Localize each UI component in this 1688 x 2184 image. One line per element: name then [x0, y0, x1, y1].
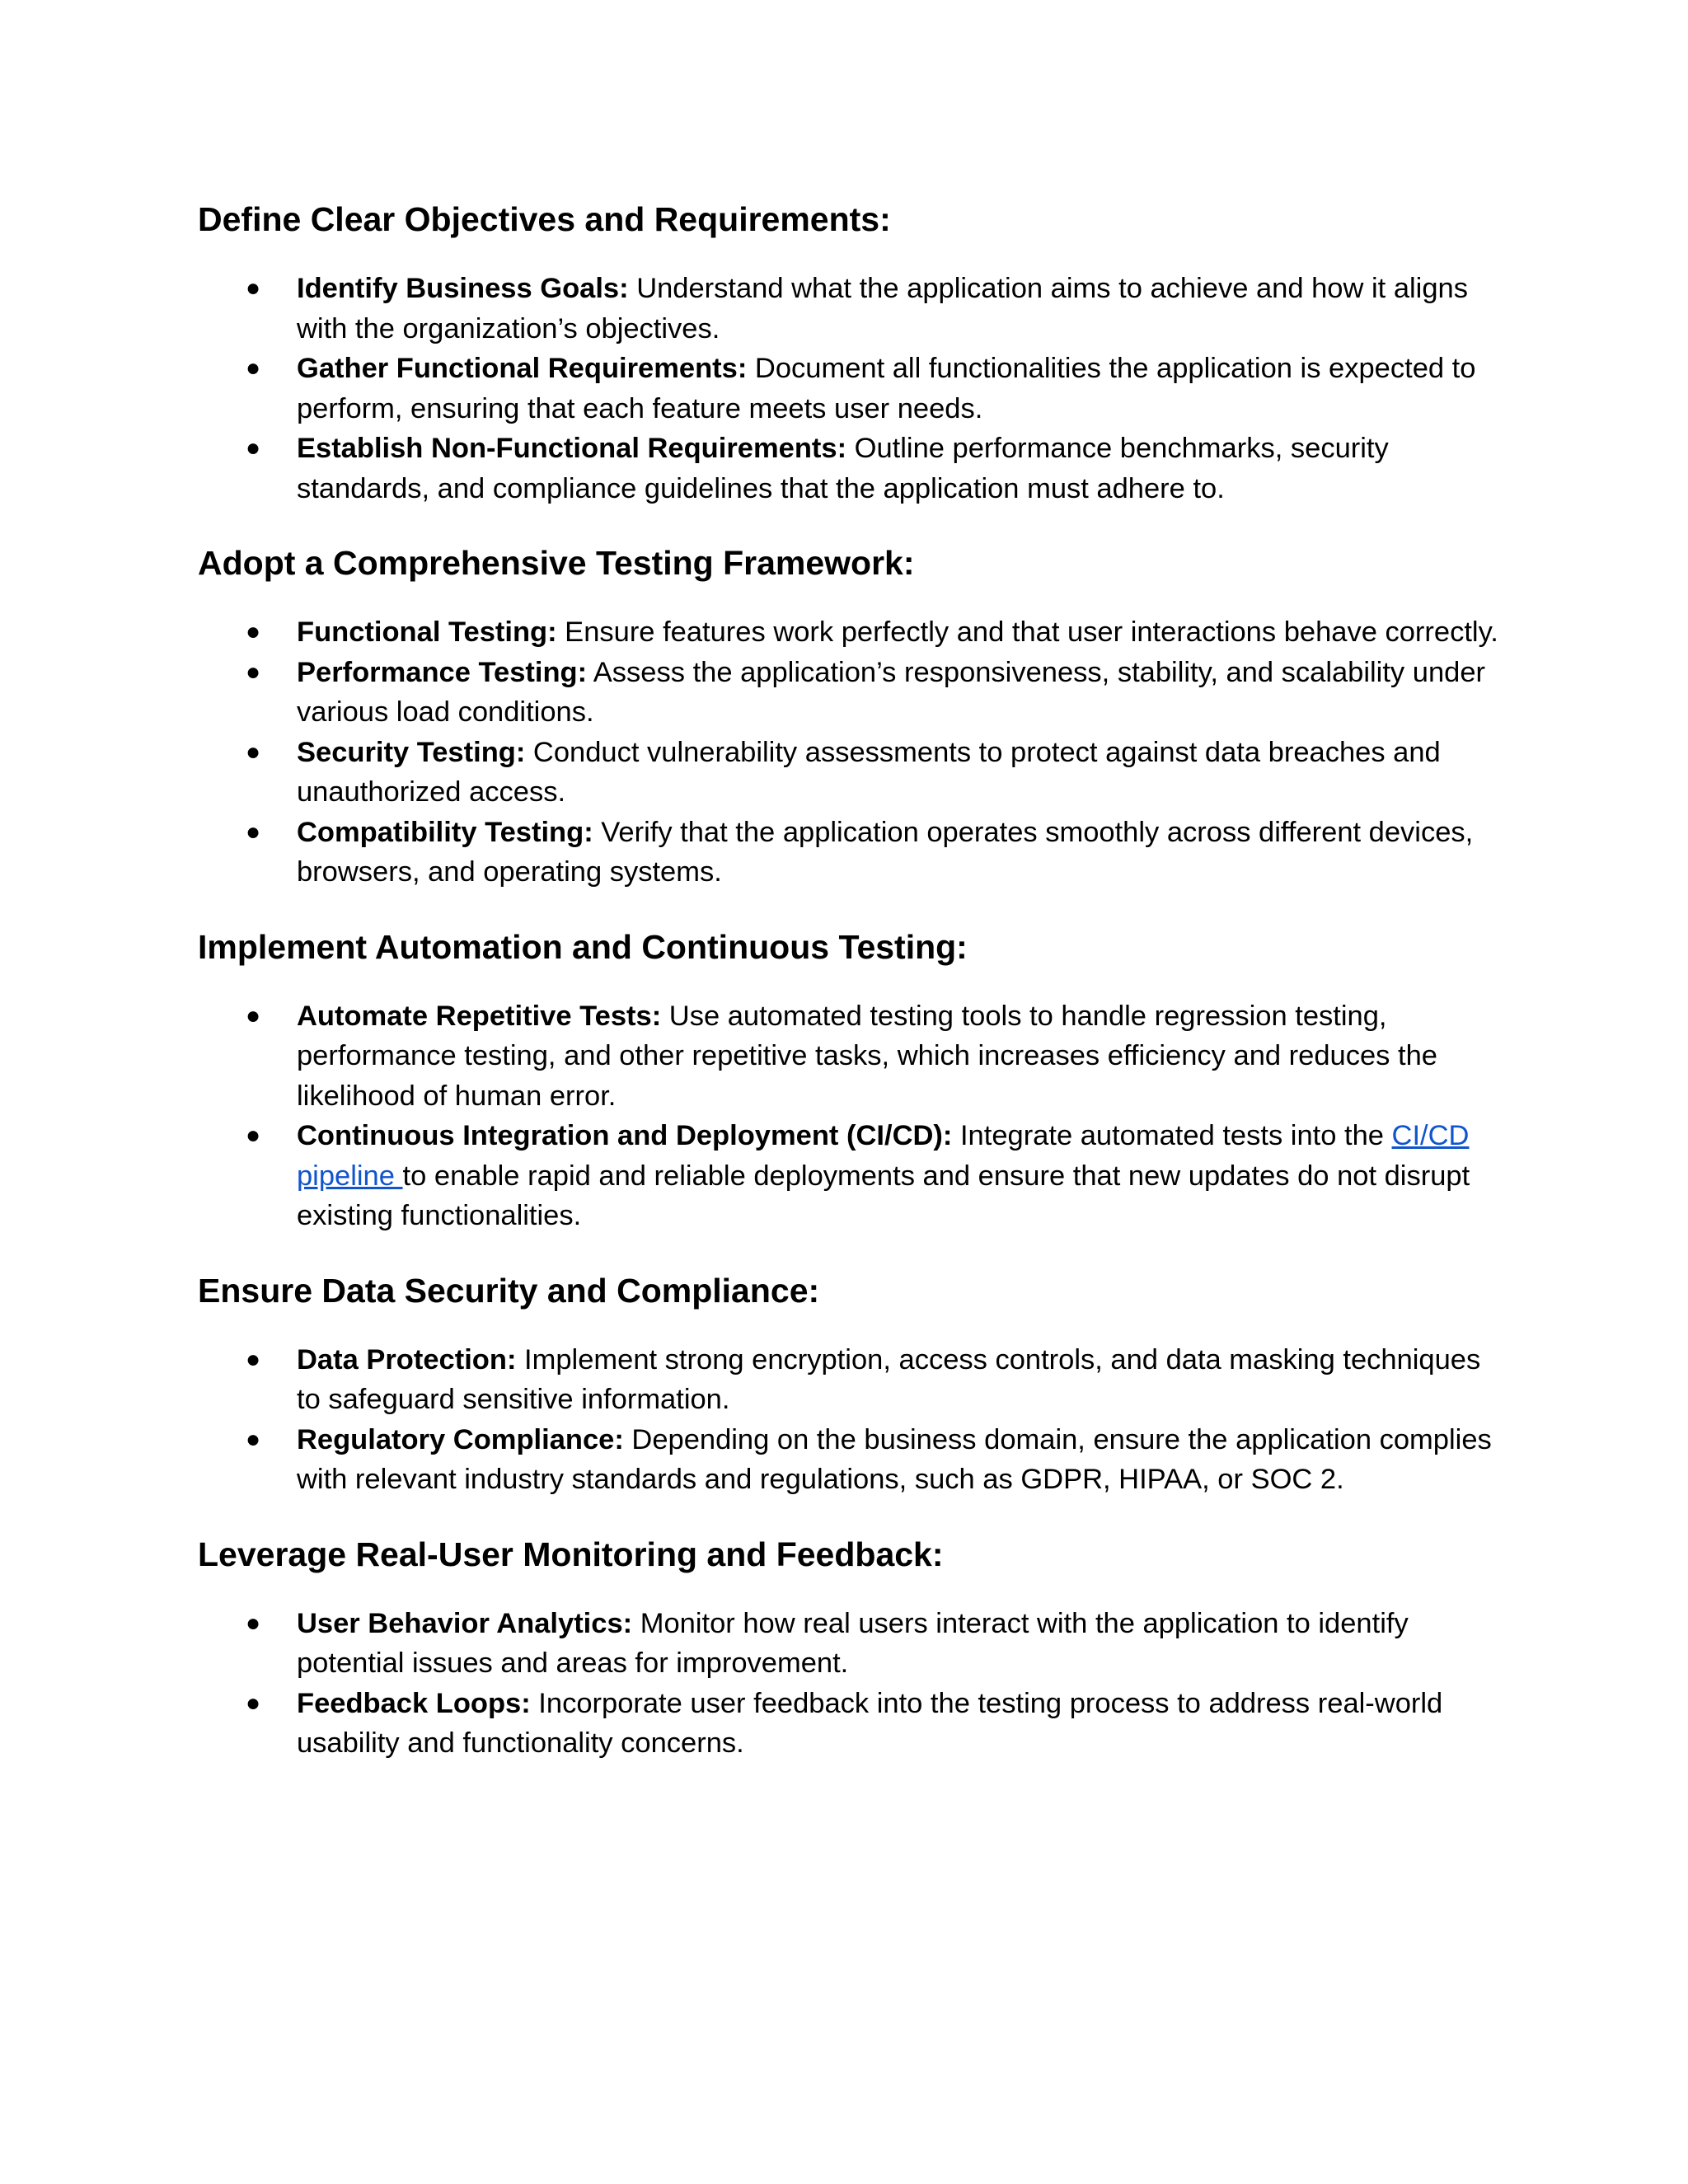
item-text: Assess the application’s responsiveness, stability, and scalability under various load conditions. — [297, 656, 1486, 728]
bullet-list — [198, 1340, 1500, 1500]
bullet-icon: ● — [246, 354, 261, 382]
bullet-icon: ● — [246, 738, 261, 766]
section-heading: Leverage Real-User Monitoring and Feedback: — [198, 1535, 944, 1573]
item-term: Data Protection: — [297, 1343, 517, 1376]
section-data-security — [198, 1266, 1500, 1500]
bullet-list — [198, 269, 1500, 509]
item-term: Gather Functional Requirements: — [297, 353, 748, 384]
item-text: Integrate automated tests into the — [952, 1120, 1392, 1151]
item-text-after-link: to enable rapid and reliable deployments and ensure that new updates do not disrupt existing functionalities. — [297, 1160, 1470, 1231]
bullet-icon: ● — [246, 1345, 261, 1373]
item-text: Use automated testing tools to handle regression testing, performance testing, and other repetitive tasks, which increases efficiency and reduces the likelihood of human error. — [297, 1000, 1437, 1112]
item-term: Automate Repetitive Tests: — [297, 1000, 662, 1032]
bullet-icon: ● — [246, 1609, 261, 1637]
item-term: Regulatory Compliance: — [297, 1423, 624, 1455]
section-heading: Adopt a Comprehensive Testing Framework: — [198, 544, 915, 582]
bullet-icon: ● — [246, 658, 261, 686]
item-term: Performance Testing: — [297, 656, 588, 688]
list-item — [198, 733, 1500, 813]
bullet-list — [198, 612, 1500, 893]
bullet-icon: ● — [246, 818, 261, 846]
list-item — [198, 653, 1500, 733]
item-term: User Behavior Analytics: — [297, 1607, 633, 1639]
item-text: Conduct vulnerability assessments to protect against data breaches and unauthorized access. — [297, 736, 1441, 808]
list-item — [198, 1604, 1500, 1684]
item-text: Depending on the business domain, ensure the application complies with relevant industry standards and regulations, such as GDPR, HIPAA, or SOC 2. — [297, 1423, 1492, 1495]
bullet-icon: ● — [246, 1001, 261, 1029]
bullet-icon: ● — [246, 1689, 261, 1717]
item-text: Ensure features work perfectly and that user interactions behave correctly. — [556, 616, 1498, 648]
bullet-list — [198, 996, 1500, 1236]
item-term: Security Testing: — [297, 736, 526, 768]
item-text: Implement strong encryption, access controls, and data masking techniques to safeguard sensitive information. — [297, 1343, 1481, 1415]
list-item — [198, 996, 1500, 1117]
bullet-list — [198, 1604, 1500, 1764]
list-item — [198, 1340, 1500, 1420]
item-term: Establish Non-Functional Requirements: — [297, 433, 847, 464]
section-real-user-monitoring — [198, 1530, 1500, 1764]
bullet-icon: ● — [246, 1425, 261, 1453]
bullet-icon: ● — [246, 274, 261, 302]
list-item — [198, 1684, 1500, 1764]
list-item — [198, 612, 1500, 653]
section-heading: Implement Automation and Continuous Testing: — [198, 927, 968, 966]
section-define-objectives — [198, 194, 1500, 509]
cicd-pipeline-link[interactable]: CI/CD pipeline — [297, 1120, 1470, 1192]
item-term: Identify Business Goals: — [297, 273, 629, 304]
section-automation — [198, 922, 1500, 1236]
section-heading: Ensure Data Security and Compliance: — [198, 1271, 820, 1310]
list-item — [198, 813, 1500, 893]
item-text: Outline performance benchmarks, security standards, and compliance guidelines that the application must adhere to. — [297, 433, 1389, 504]
bullet-icon: ● — [246, 434, 261, 462]
document-body — [198, 194, 1500, 1764]
item-text: Incorporate user feedback into the testing process to address real-world usability and functionality concerns. — [297, 1687, 1443, 1759]
list-item — [198, 429, 1500, 509]
list-item — [198, 269, 1500, 349]
item-term: Functional Testing: — [297, 616, 557, 648]
item-term: Feedback Loops: — [297, 1687, 531, 1719]
list-item — [198, 349, 1500, 429]
list-item — [198, 1116, 1500, 1236]
item-term: Compatibility Testing: — [297, 816, 593, 848]
item-text: Monitor how real users interact with the application to identify potential issues and areas for improvement. — [297, 1607, 1409, 1679]
item-text: Understand what the application aims to achieve and how it aligns with the organization’s objectives. — [297, 273, 1468, 344]
section-heading: Define Clear Objectives and Requirements: — [198, 200, 891, 238]
bullet-icon: ● — [246, 1122, 261, 1149]
item-term: Continuous Integration and Deployment (CI/CD): — [297, 1120, 953, 1151]
item-text: Verify that the application operates smoothly across different devices, browsers, and operating systems. — [297, 816, 1474, 888]
list-item — [198, 1420, 1500, 1500]
bullet-icon: ● — [246, 618, 261, 645]
section-testing-framework — [198, 538, 1500, 893]
item-text: Document all functionalities the application is expected to perform, ensuring that each feature meets user needs. — [297, 353, 1476, 424]
